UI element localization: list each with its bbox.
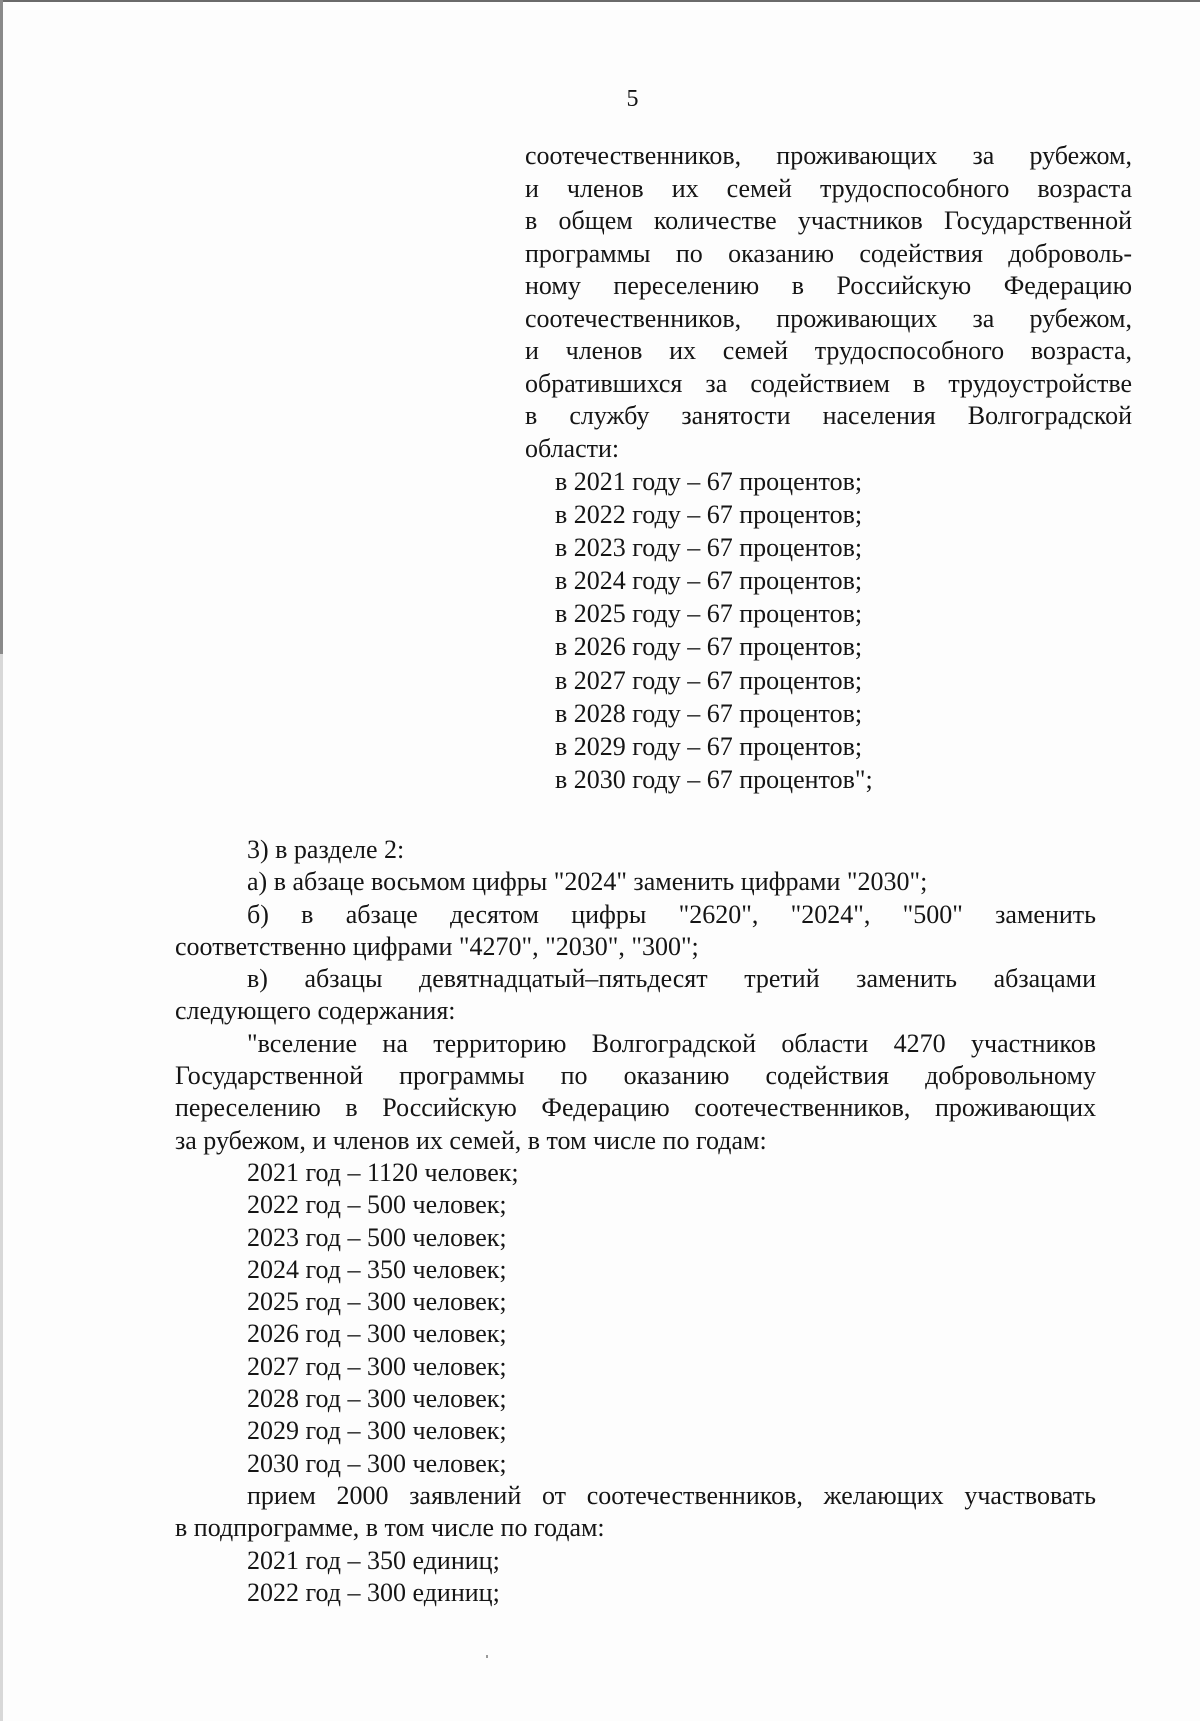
indicator-description bbox=[525, 140, 1132, 465]
list-item: 2023 год – 500 человек; bbox=[247, 1222, 507, 1252]
list-item: в 2024 году – 67 процентов; bbox=[555, 566, 863, 596]
quote-paragraph bbox=[175, 1028, 1096, 1157]
item-3-heading: 3) в разделе 2: bbox=[247, 835, 405, 864]
list-item: 2021 год – 1120 человек; bbox=[247, 1157, 519, 1187]
scan-edge-top bbox=[0, 0, 1200, 2]
scan-edge-left bbox=[0, 0, 3, 1721]
list-item: в 2029 году – 67 процентов; bbox=[555, 731, 863, 761]
list-item: в 2022 году – 67 процентов; bbox=[555, 500, 863, 530]
text-line: в службу занятости населения Волгоградской bbox=[525, 401, 1132, 430]
item-b bbox=[175, 899, 1096, 964]
text-line: соответственно цифрами "4270", "2030", "300"; bbox=[175, 931, 699, 961]
list-item: в 2025 году – 67 процентов; bbox=[555, 599, 863, 629]
list-item: 2030 год – 300 человек; bbox=[247, 1448, 507, 1478]
list-item: 2027 год – 300 человек; bbox=[247, 1351, 507, 1381]
indicator-year-list bbox=[525, 465, 1132, 796]
text-line: ному переселению в Российскую Федерацию bbox=[525, 271, 1132, 300]
text-line: обратившихся за содействием в трудоустройстве bbox=[525, 368, 1132, 398]
main-text bbox=[175, 834, 1096, 1609]
text-line: области: bbox=[525, 433, 620, 463]
text-line: соотечественников, проживающих за рубежом, bbox=[525, 141, 1132, 170]
text-line: и членов их семей трудоспособного возраста, bbox=[525, 336, 1132, 365]
list-item: 2022 год – 500 человек; bbox=[247, 1190, 507, 1220]
list-item: 2025 год – 300 человек; bbox=[247, 1287, 507, 1317]
text-line: следующего содержания: bbox=[175, 996, 456, 1026]
page-number: 5 bbox=[626, 86, 639, 112]
text-line: б) в абзаце десятом цифры "2620", "2024", "500" заменить bbox=[247, 899, 1096, 929]
list-item: 2022 год – 300 единиц; bbox=[247, 1577, 500, 1607]
indicator-continuation-block bbox=[525, 140, 1132, 796]
list-item: в 2027 году – 67 процентов; bbox=[555, 665, 863, 695]
list-item: в 2026 году – 67 процентов; bbox=[555, 632, 863, 662]
text-line: за рубежом, и членов их семей, в том числе по годам: bbox=[175, 1125, 767, 1155]
text-line: переселению в Российскую Федерацию соотечественников, проживающих bbox=[175, 1093, 1096, 1123]
item-v bbox=[175, 963, 1096, 1028]
applications-paragraph bbox=[175, 1480, 1096, 1545]
text-line: в) абзацы девятнадцатый–пятьдесят третий заменить абзацами bbox=[247, 964, 1096, 994]
text-line: "вселение на территорию Волгоградской области 4270 участников bbox=[247, 1028, 1096, 1058]
text-line: прием 2000 заявлений от соотечественников, желающих участвовать bbox=[247, 1480, 1096, 1510]
scan-speck bbox=[486, 1655, 488, 1658]
list-item: в 2028 году – 67 процентов; bbox=[555, 698, 863, 728]
list-item: в 2021 году – 67 процентов; bbox=[555, 467, 863, 496]
text-line: Государственной программы по оказанию содействия добровольному bbox=[175, 1061, 1096, 1091]
text-line: в общем количестве участников Государственной bbox=[525, 206, 1132, 235]
text-line: в подпрограмме, в том числе по годам: bbox=[175, 1513, 605, 1543]
people-by-year-list bbox=[175, 1157, 1096, 1480]
list-item: 2024 год – 350 человек; bbox=[247, 1254, 507, 1284]
text-line: программы по оказанию содействия доброволь- bbox=[525, 238, 1132, 268]
list-item: 2028 год – 300 человек; bbox=[247, 1384, 507, 1414]
list-item: 2026 год – 300 человек; bbox=[247, 1319, 507, 1349]
list-item: 2029 год – 300 человек; bbox=[247, 1416, 507, 1446]
list-item: 2021 год – 350 единиц; bbox=[247, 1545, 500, 1575]
text-line: и членов их семей трудоспособного возраста bbox=[525, 173, 1132, 203]
item-a: а) в абзаце восьмом цифры "2024" заменить цифрами "2030"; bbox=[247, 867, 928, 897]
text-line: соотечественников, проживающих за рубежом, bbox=[525, 303, 1132, 333]
list-item: в 2030 году – 67 процентов"; bbox=[555, 764, 873, 794]
applications-by-year-list bbox=[175, 1545, 1096, 1610]
list-item: в 2023 году – 67 процентов; bbox=[555, 533, 863, 563]
